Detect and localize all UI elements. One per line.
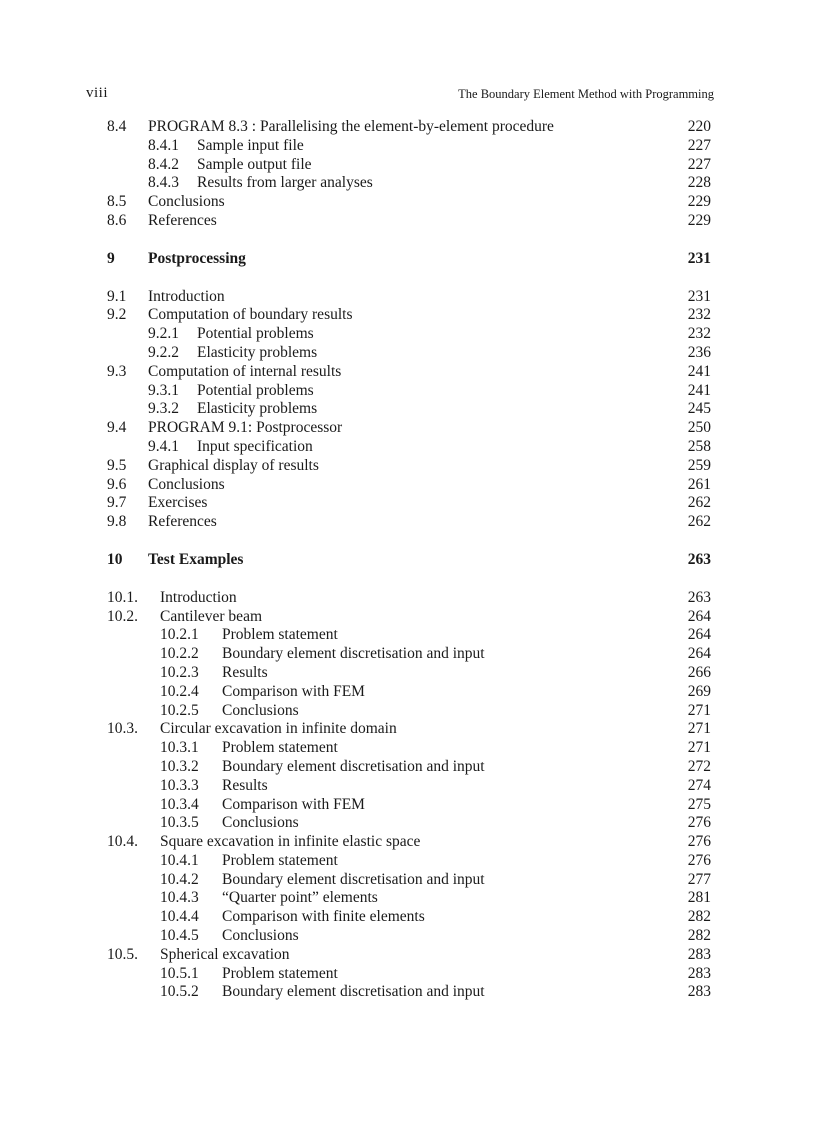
page-ref: 283 (687, 983, 711, 1001)
chapter-number: 9 (107, 249, 115, 267)
section-title: Problem statement (222, 964, 338, 982)
section-title: Introduction (148, 287, 225, 305)
page-ref: 266 (687, 663, 711, 681)
section-number: 10.2.3 (160, 663, 199, 681)
toc-chapter[interactable] (0, 551, 816, 570)
section-number: 10.3.4 (160, 795, 199, 813)
page-ref: 282 (687, 927, 711, 945)
section-number: 8.4.2 (148, 155, 179, 173)
section-number: 9.2 (107, 306, 127, 324)
page-ref: 227 (687, 136, 711, 154)
spacer (0, 532, 816, 551)
toc-entry[interactable] (0, 193, 816, 212)
section-number: 9.3.2 (148, 400, 179, 418)
toc-entry[interactable] (0, 852, 816, 871)
page-header (86, 85, 714, 105)
section-number: 8.4.1 (148, 136, 179, 154)
section-title: Conclusions (222, 927, 299, 945)
toc-entry[interactable] (0, 363, 816, 382)
toc-entry[interactable] (0, 494, 816, 513)
section-title: Square excavation in infinite elastic space (160, 833, 421, 851)
section-title: Introduction (160, 588, 237, 606)
page-ref: 229 (687, 211, 711, 229)
chapter-title: Postprocessing (148, 249, 246, 267)
section-number: 10.4.5 (160, 927, 199, 945)
section-title: Problem statement (222, 739, 338, 757)
section-number: 10.3.2 (160, 757, 199, 775)
toc-entry[interactable] (0, 720, 816, 739)
toc-entry[interactable] (0, 833, 816, 852)
section-number: 10.4.2 (160, 870, 199, 888)
section-title: Potential problems (197, 381, 314, 399)
section-title: Sample output file (197, 155, 312, 173)
page-ref: 261 (687, 475, 711, 493)
page-ref: 228 (687, 174, 711, 192)
toc-entry[interactable] (0, 814, 816, 833)
chapter-number: 10 (107, 550, 123, 568)
page-ref: 264 (687, 607, 711, 625)
toc-entry[interactable] (0, 589, 816, 608)
section-number: 10.3.5 (160, 814, 199, 832)
toc-entry[interactable] (0, 927, 816, 946)
toc-entry[interactable] (0, 306, 816, 325)
section-number: 8.4.3 (148, 174, 179, 192)
section-title: Computation of internal results (148, 362, 342, 380)
section-title: Conclusions (148, 193, 225, 211)
toc-entry[interactable] (0, 438, 816, 457)
page-ref: 241 (687, 362, 711, 380)
page-ref: 259 (687, 456, 711, 474)
section-number: 8.4 (107, 118, 127, 135)
toc-entry[interactable] (0, 758, 816, 777)
page-ref: 250 (687, 419, 711, 437)
page-ref: 276 (687, 851, 711, 869)
toc-entry[interactable] (0, 908, 816, 927)
section-title: Cantilever beam (160, 607, 262, 625)
section-title: Circular excavation in infinite domain (160, 720, 397, 738)
page-ref: 277 (687, 870, 711, 888)
section-number: 10.4.4 (160, 908, 199, 926)
toc-entry[interactable] (0, 457, 816, 476)
toc-entry[interactable] (0, 871, 816, 890)
section-number: 10.4.1 (160, 851, 199, 869)
section-title: Results (222, 776, 268, 794)
section-number: 8.6 (107, 211, 127, 229)
section-title: Elasticity problems (197, 343, 318, 361)
toc-entry[interactable] (0, 212, 816, 231)
page-ref: 283 (687, 945, 711, 963)
toc-entry[interactable] (0, 608, 816, 627)
page-ref: 275 (687, 795, 711, 813)
section-title: Boundary element discretisation and input (222, 757, 485, 775)
section-number: 10.3.1 (160, 739, 199, 757)
toc-chapter[interactable] (0, 250, 816, 269)
section-number: 10.1. (107, 588, 138, 606)
section-number: 10.3. (107, 720, 138, 738)
toc-entry[interactable] (0, 513, 816, 532)
page-number: viii (86, 85, 109, 101)
page-ref: 269 (687, 682, 711, 700)
section-title: Results (222, 663, 268, 681)
spacer (0, 570, 816, 589)
section-number: 10.2.5 (160, 701, 199, 719)
chapter-title: Test Examples (148, 550, 244, 568)
toc-entry[interactable] (0, 156, 816, 175)
section-number: 9.4 (107, 419, 127, 437)
toc-entry[interactable] (0, 419, 816, 438)
page-ref: 263 (687, 550, 711, 568)
toc-entry[interactable] (0, 983, 816, 1002)
page-ref: 232 (687, 325, 711, 343)
toc-entry[interactable] (0, 739, 816, 758)
toc-entry[interactable] (0, 118, 816, 137)
toc-entry[interactable] (0, 400, 816, 419)
section-number: 10.3.3 (160, 776, 199, 794)
section-title: References (148, 211, 217, 229)
page-ref: 264 (687, 626, 711, 644)
page-ref: 281 (687, 889, 711, 907)
page-ref: 271 (687, 739, 711, 757)
section-title: Conclusions (222, 814, 299, 832)
section-number: 10.2.2 (160, 645, 199, 663)
section-number: 9.2.2 (148, 343, 179, 361)
page-ref: 229 (687, 193, 711, 211)
section-number: 9.2.1 (148, 325, 179, 343)
page-ref: 220 (687, 118, 711, 135)
page-ref: 262 (687, 513, 711, 531)
page-ref: 272 (687, 757, 711, 775)
section-title: Boundary element discretisation and input (222, 645, 485, 663)
section-title: Results from larger analyses (197, 174, 373, 192)
section-number: 9.3.1 (148, 381, 179, 399)
page-ref: 231 (687, 287, 711, 305)
section-number: 9.5 (107, 456, 127, 474)
section-number: 10.5.2 (160, 983, 199, 1001)
page-ref: 262 (687, 494, 711, 512)
section-title: Comparison with FEM (222, 682, 365, 700)
section-number: 9.4.1 (148, 437, 179, 455)
section-title: Problem statement (222, 626, 338, 644)
section-number: 10.4. (107, 833, 138, 851)
page-ref: 241 (687, 381, 711, 399)
toc-entry[interactable] (0, 946, 816, 965)
section-title: Comparison with FEM (222, 795, 365, 813)
section-number: 9.1 (107, 287, 127, 305)
section-title: References (148, 513, 217, 531)
section-title: “Quarter point” elements (222, 889, 378, 907)
section-title: Boundary element discretisation and input (222, 870, 485, 888)
page-ref: 227 (687, 155, 711, 173)
toc-entry[interactable] (0, 796, 816, 815)
section-title: Potential problems (197, 325, 314, 343)
page-ref: 245 (687, 400, 711, 418)
section-number: 10.4.3 (160, 889, 199, 907)
page-ref: 271 (687, 720, 711, 738)
page-ref: 263 (687, 588, 711, 606)
page-ref: 283 (687, 964, 711, 982)
toc-entry[interactable] (0, 702, 816, 721)
page-ref: 236 (687, 343, 711, 361)
spacer (0, 269, 816, 288)
toc-entry[interactable] (0, 626, 816, 645)
section-title: Spherical excavation (160, 945, 290, 963)
page-ref: 274 (687, 776, 711, 794)
page-ref: 264 (687, 645, 711, 663)
page-ref: 271 (687, 701, 711, 719)
section-title: Graphical display of results (148, 456, 319, 474)
section-number: 10.5.1 (160, 964, 199, 982)
section-title: Conclusions (222, 701, 299, 719)
section-title: Exercises (148, 494, 208, 512)
section-title: PROGRAM 9.1: Postprocessor (148, 419, 343, 437)
toc-entry[interactable] (0, 889, 816, 908)
section-title: PROGRAM 8.3 : Parallelising the element-by-element procedure (148, 118, 554, 135)
section-title: Elasticity problems (197, 400, 318, 418)
toc-entry[interactable] (0, 683, 816, 702)
toc-entry[interactable] (0, 645, 816, 664)
toc-entry[interactable] (0, 965, 816, 984)
toc-entry[interactable] (0, 288, 816, 307)
page-ref: 282 (687, 908, 711, 926)
page-ref: 276 (687, 833, 711, 851)
section-number: 10.2.1 (160, 626, 199, 644)
section-number: 9.6 (107, 475, 127, 493)
section-number: 9.7 (107, 494, 127, 512)
section-title: Conclusions (148, 475, 225, 493)
section-title: Boundary element discretisation and input (222, 983, 485, 1001)
running-title: The Boundary Element Method with Programming (458, 87, 714, 101)
section-title: Sample input file (197, 136, 304, 154)
toc-entry[interactable] (0, 664, 816, 683)
toc-entry[interactable] (0, 382, 816, 401)
section-number: 10.2. (107, 607, 138, 625)
toc-entry[interactable] (0, 325, 816, 344)
page-ref: 231 (687, 249, 711, 267)
section-title: Comparison with finite elements (222, 908, 425, 926)
section-title: Input specification (197, 437, 313, 455)
section-number: 9.3 (107, 362, 127, 380)
section-title: Computation of boundary results (148, 306, 353, 324)
section-title: Problem statement (222, 851, 338, 869)
toc-entry[interactable] (0, 174, 816, 193)
section-number: 10.2.4 (160, 682, 199, 700)
toc-entry[interactable] (0, 137, 816, 156)
table-of-contents (0, 118, 816, 1002)
section-number: 9.8 (107, 513, 127, 531)
toc-entry[interactable] (0, 476, 816, 495)
spacer (0, 231, 816, 250)
section-number: 8.5 (107, 193, 127, 211)
section-number: 10.5. (107, 945, 138, 963)
page-ref: 258 (687, 437, 711, 455)
page-ref: 276 (687, 814, 711, 832)
page-ref: 232 (687, 306, 711, 324)
toc-entry[interactable] (0, 777, 816, 796)
toc-entry[interactable] (0, 344, 816, 363)
